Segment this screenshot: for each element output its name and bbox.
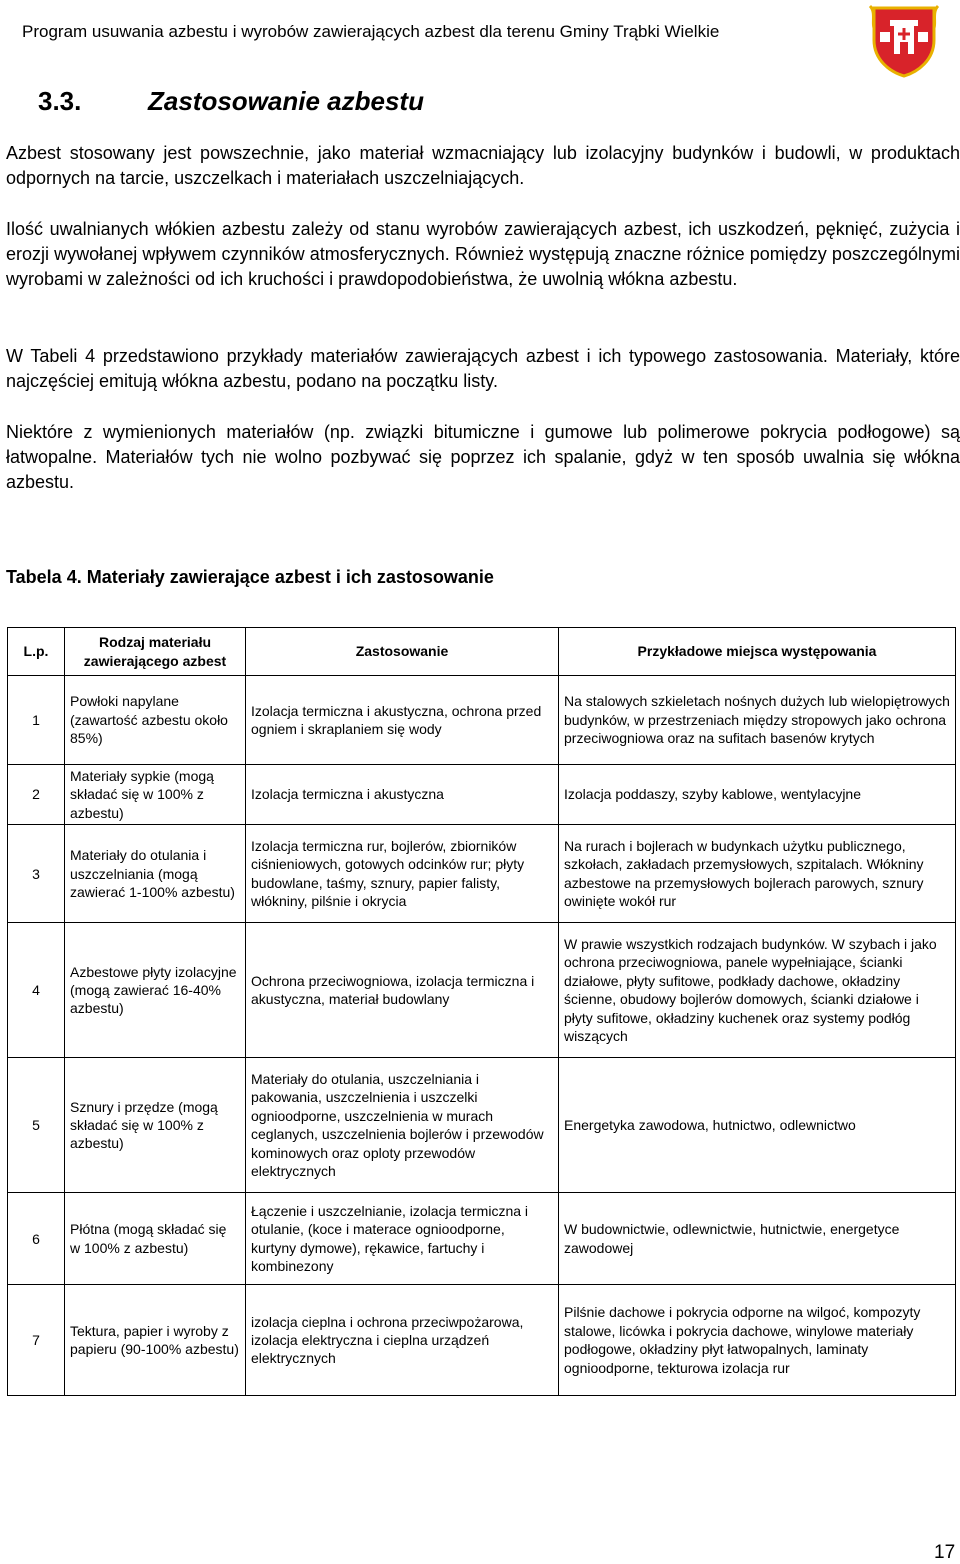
cell-material: Azbestowe płyty izolacyjne (mogą zawierać 16-40% azbestu): [65, 923, 246, 1058]
table-header-row: [8, 628, 956, 676]
header-places: Przykładowe miejsca występowania: [559, 628, 956, 676]
paragraph-1: Azbest stosowany jest powszechnie, jako materiał wzmacniający lub izolacyjny budynków i budowli, w produktach odpornych na tarcie, uszczelkach i materiałach uszczelniających.: [6, 143, 960, 188]
cell-use: Materiały do otulania, uszczelniania i pakowania, uszczelnienia i uszczelki ognioodporne, uszczelnienia w murach ceglanych, uszczelnienia bojlerów i przewodów kominowych oraz oploty przewodów elektrycznych: [246, 1058, 559, 1193]
cell-use: Izolacja termiczna i akustyczna, ochrona przed ogniem i skraplaniem się wody: [246, 676, 559, 765]
cell-lp: 2: [8, 765, 65, 825]
cell-use: Ochrona przeciwogniowa, izolacja termiczna i akustyczna, materiał budowlany: [246, 923, 559, 1058]
coat-of-arms-icon: [866, 2, 942, 78]
table-row: [8, 923, 956, 1058]
table-caption: Tabela 4. Materiały zawierające azbest i ich zastosowanie: [6, 567, 494, 587]
materials-table: [7, 627, 956, 1396]
cell-lp: 5: [8, 1058, 65, 1193]
table-row: [8, 1285, 956, 1396]
table-row: [8, 676, 956, 765]
section-number: 3.3.: [38, 86, 82, 116]
cell-use: Łączenie i uszczelnianie, izolacja termiczna i otulanie, (koce i materace ognioodporne, kurtyny dymowe), rękawice, fartuchy i kombinezony: [246, 1193, 559, 1285]
section-title: Zastosowanie azbestu: [148, 86, 424, 116]
cell-lp: 7: [8, 1285, 65, 1396]
table-row: [8, 765, 956, 825]
paragraph-3: W Tabeli 4 przedstawiono przykłady materiałów zawierających azbest i ich typowego zastosowania. Materiały, które najczęściej emitują włókna azbestu, podano na początku listy.: [6, 346, 960, 391]
cell-lp: 4: [8, 923, 65, 1058]
header-lp: L.p.: [8, 628, 65, 676]
paragraph-2: Ilość uwalnianych włókien azbestu zależy od stanu wyrobów zawierających azbest, ich uszkodzeń, pęknięć, zużycia i erozji wywołanej wpływem czynników atmosferycznych. Również występują znaczne różnice pomiędzy poszczególnymi wyrobami w zależności od ich kruchości i prawdopodobieństwa, że uwolnią włókna azbestu.: [6, 219, 960, 289]
cell-lp: 6: [8, 1193, 65, 1285]
header-material: Rodzaj materiału zawierającego azbest: [65, 628, 246, 676]
cell-places: Pilśnie dachowe i pokrycia odporne na wilgoć, kompozyty stalowe, licówka i pokrycia dachowe, winylowe materiały podłogowe, okładziny płyt łatwopalnych, laminaty ognioodporne, tekturowa izolacja rur: [559, 1285, 956, 1396]
cell-lp: 3: [8, 825, 65, 923]
cell-places: Na stalowych szkieletach nośnych dużych lub wielopiętrowych budynków, w przestrzeniach między stropowych jako ochrona przeciwogniowa oraz na sufitach basenów krytych: [559, 676, 956, 765]
cell-lp: 1: [8, 676, 65, 765]
cell-use: Izolacja termiczna rur, bojlerów, zbiorników ciśnieniowych, gotowych odcinków rur; płyty budowlane, taśmy, sznury, papier falisty, włókniny, pilśnie i okrycia: [246, 825, 559, 923]
table-row: [8, 1058, 956, 1193]
cell-material: Materiały sypkie (mogą składać się w 100% z azbestu): [65, 765, 246, 825]
table-row: [8, 825, 956, 923]
section-heading: [38, 86, 424, 117]
cell-places: W budownictwie, odlewnictwie, hutnictwie, energetyce zawodowej: [559, 1193, 956, 1285]
cell-use: Izolacja termiczna i akustyczna: [246, 765, 559, 825]
cell-places: W prawie wszystkich rodzajach budynków. W szybach i jako ochrona przeciwogniowa, panele wypełniające, ścianki działowe, płyty sufitowe, podkłady dachowe, okładziny ścienne, obudowy bojlerów domowych, ścianki działowe i płyty sufitowe, okładziny kuchenek oraz systemy podłóg wiszących: [559, 923, 956, 1058]
page-number: 17: [934, 1542, 956, 1563]
table-row: [8, 1193, 956, 1285]
cell-places: Na rurach i bojlerach w budynkach użytku publicznego, szkołach, zakładach przemysłowych, szpitalach. Włókniny azbestowe na przemysłowych bojlerach parowych, sznury owinięte wokół rur: [559, 825, 956, 923]
cell-material: Tektura, papier i wyroby z papieru (90-100% azbestu): [65, 1285, 246, 1396]
cell-material: Płótna (mogą składać się w 100% z azbestu): [65, 1193, 246, 1285]
paragraph-4: Niektóre z wymienionych materiałów (np. związki bitumiczne i gumowe lub polimerowe pokrycia podłogowe) są łatwopalne. Materiałów tych nie wolno pozbywać się poprzez ich spalanie, gdyż w ten sposób uwalnia się włókna azbestu.: [6, 422, 960, 492]
cell-use: izolacja cieplna i ochrona przeciwpożarowa, izolacja elektryczna i cieplna urządzeń elektrycznych: [246, 1285, 559, 1396]
cell-places: Izolacja poddaszy, szyby kablowe, wentylacyjne: [559, 765, 956, 825]
cell-material: Materiały do otulania i uszczelniania (mogą zawierać 1-100% azbestu): [65, 825, 246, 923]
cell-material: Powłoki napylane (zawartość azbestu około 85%): [65, 676, 246, 765]
cell-places: Energetyka zawodowa, hutnictwo, odlewnictwo: [559, 1058, 956, 1193]
document-header-title: Program usuwania azbestu i wyrobów zawierających azbest dla terenu Gminy Trąbki Wielkie: [22, 22, 720, 41]
cell-material: Sznury i przędze (mogą składać się w 100% z azbestu): [65, 1058, 246, 1193]
header-use: Zastosowanie: [246, 628, 559, 676]
